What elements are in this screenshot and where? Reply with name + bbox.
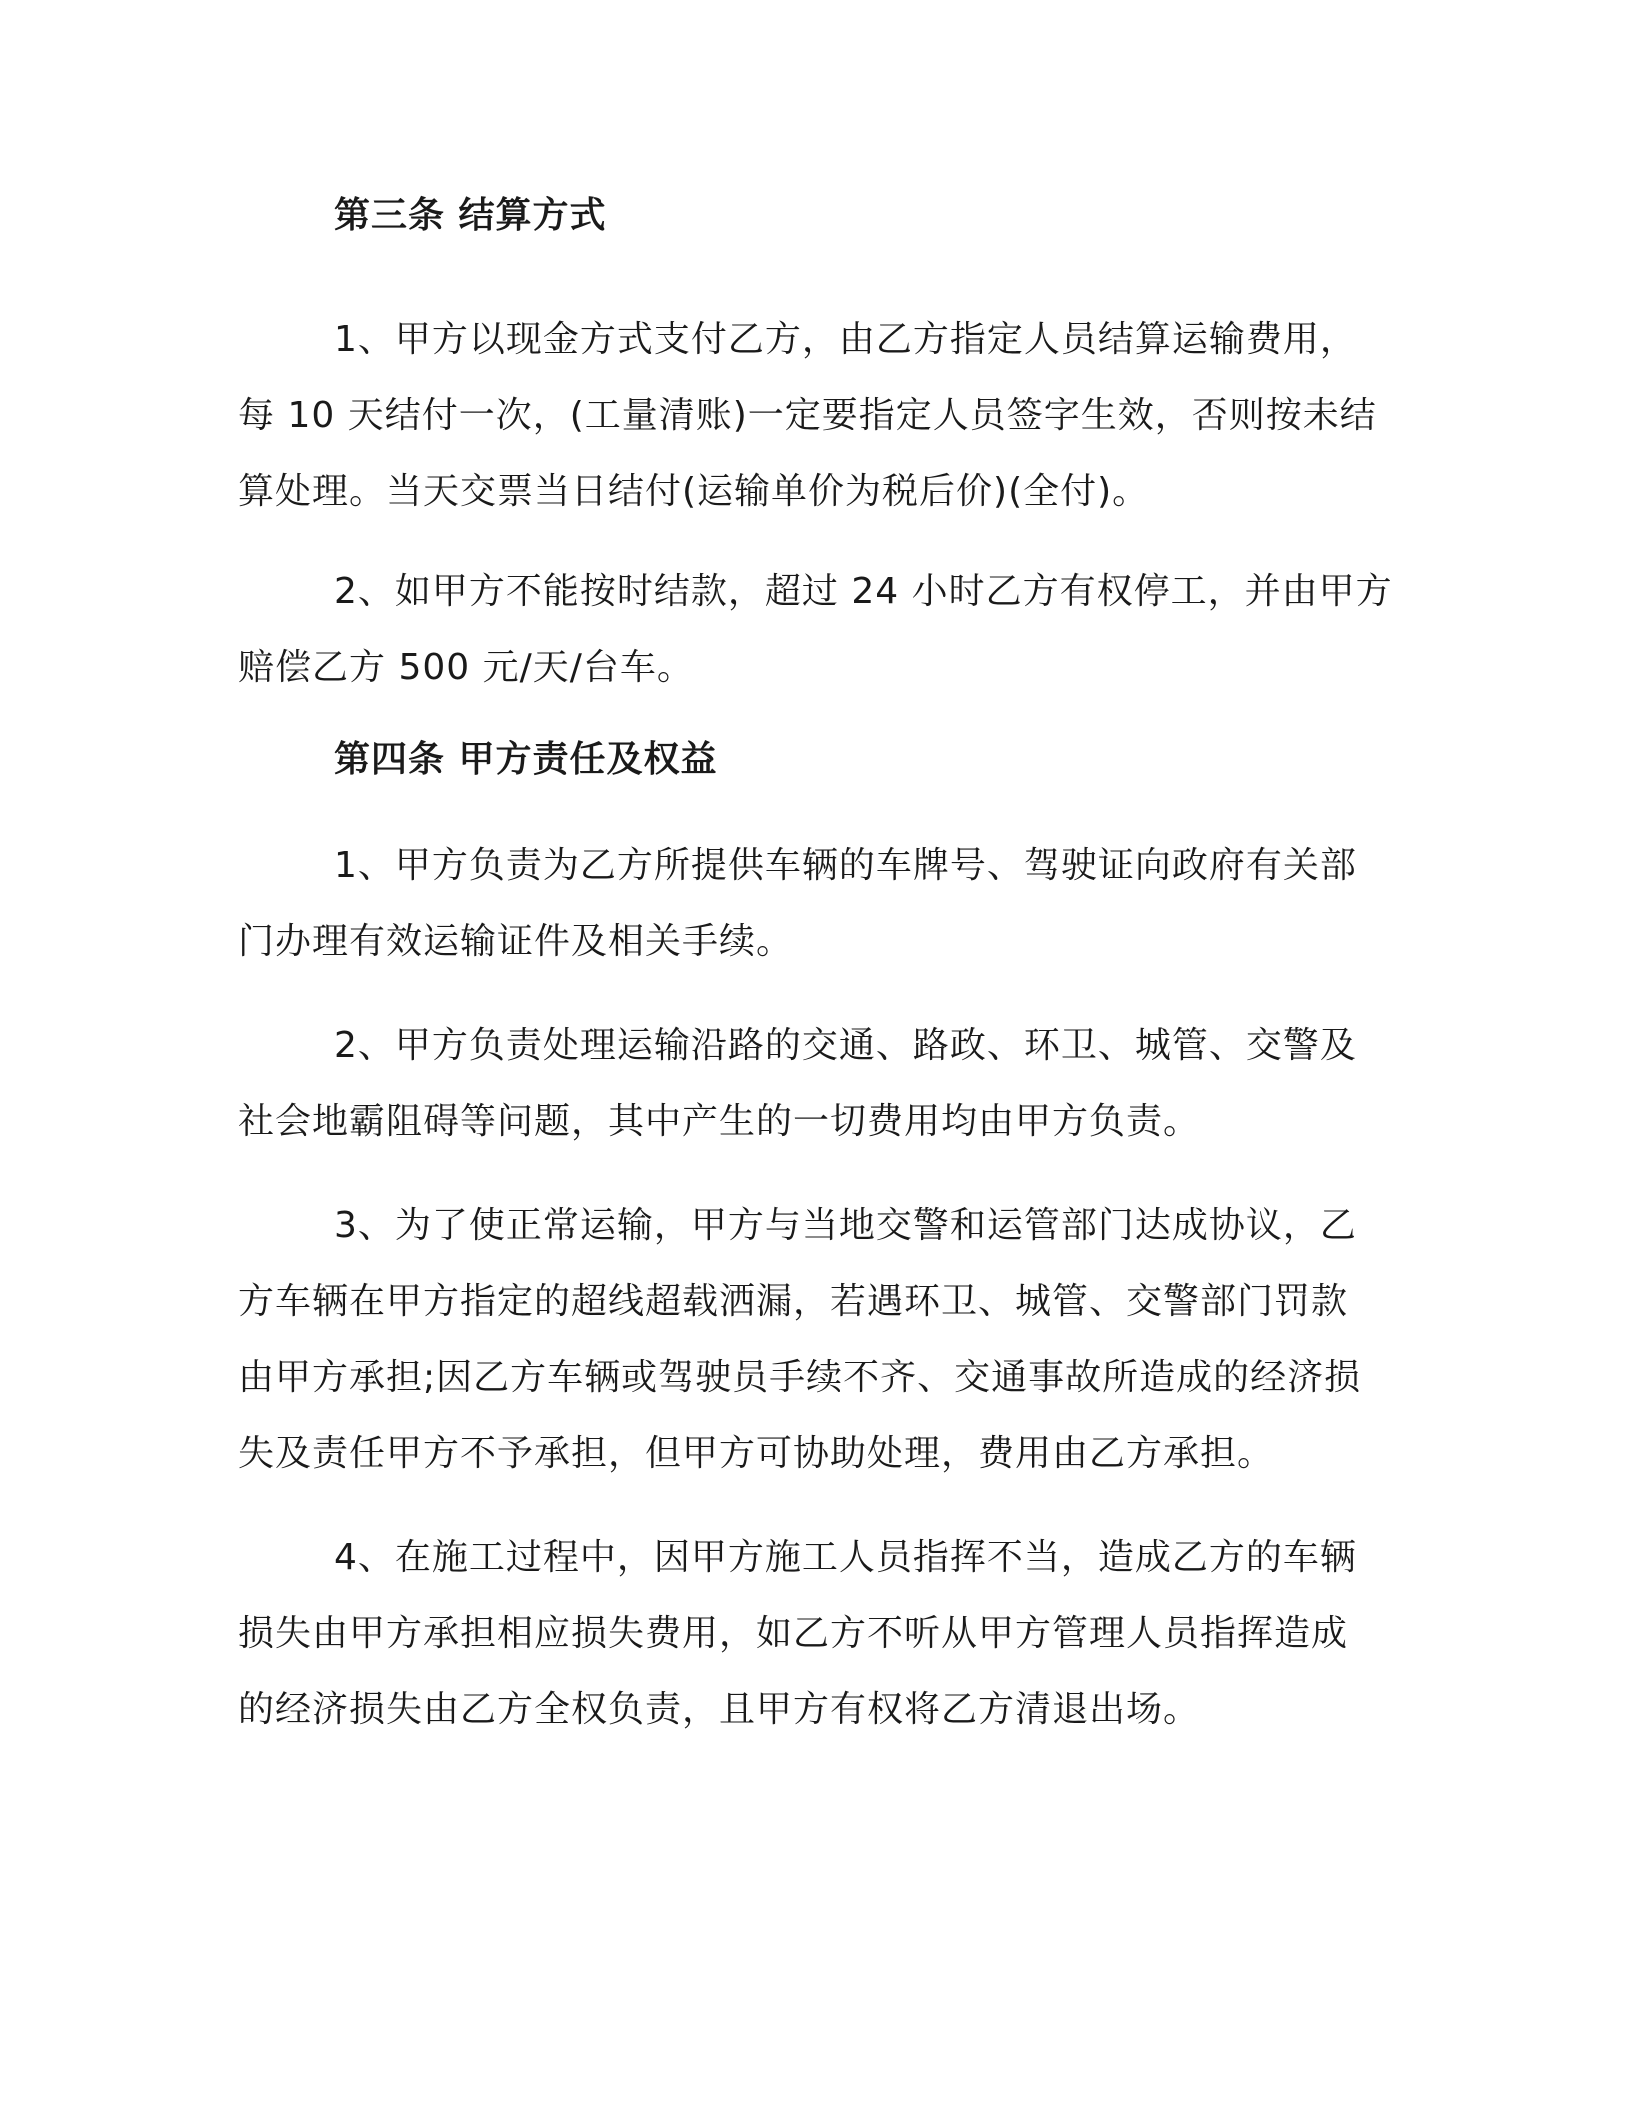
paragraph-line: 3、为了使正常运输，甲方与当地交警和运管部门达成协议，乙 xyxy=(334,1205,1357,1246)
paragraph-line: 1、甲方负责为乙方所提供车辆的车牌号、驾驶证向政府有关部 xyxy=(334,845,1357,886)
paragraph-line: 方车辆在甲方指定的超线超载洒漏，若遇环卫、城管、交警部门罚款 xyxy=(238,1281,1349,1322)
clause-3-item-2 xyxy=(238,554,1393,706)
clause-4-item-3 xyxy=(238,1188,1378,1492)
paragraph-line: 失及责任甲方不予承担，但甲方可协助处理，费用由乙方承担。 xyxy=(238,1433,1275,1474)
clause-3-item-1 xyxy=(238,302,1378,530)
paragraph-line: 由甲方承担;因乙方车辆或驾驶员手续不齐、交通事故所造成的经济损 xyxy=(238,1357,1362,1398)
document-body xyxy=(238,188,1393,1748)
section-heading-clause-4: 第四条 甲方责任及权益 xyxy=(334,739,718,780)
clause-4-item-1 xyxy=(238,828,1378,980)
clause-4-item-4 xyxy=(238,1520,1378,1748)
paragraph-line: 2、甲方负责处理运输沿路的交通、路政、环卫、城管、交警及 xyxy=(334,1025,1357,1066)
section-heading-clause-3: 第三条 结算方式 xyxy=(334,195,607,236)
paragraph-line: 社会地霸阻碍等问题，其中产生的一切费用均由甲方负责。 xyxy=(238,1101,1201,1142)
paragraph-line: 算处理。当天交票当日结付(运输单价为税后价)(全付)。 xyxy=(238,471,1150,512)
paragraph-line: 门办理有效运输证件及相关手续。 xyxy=(238,921,794,962)
paragraph-line: 4、在施工过程中，因甲方施工人员指挥不当，造成乙方的车辆 xyxy=(334,1537,1357,1578)
paragraph-line: 2、如甲方不能按时结款，超过 24 小时乙方有权停工，并由甲方 xyxy=(334,571,1393,612)
paragraph-line: 每 10 天结付一次，(工量清账)一定要指定人员签字生效，否则按未结 xyxy=(238,395,1377,436)
clause-4-item-2 xyxy=(238,1008,1378,1160)
paragraph-line: 损失由甲方承担相应损失费用，如乙方不听从甲方管理人员指挥造成 xyxy=(238,1613,1349,1654)
paragraph-line: 赔偿乙方 500 元/天/台车。 xyxy=(238,647,694,688)
paragraph-line: 1、甲方以现金方式支付乙方，由乙方指定人员结算运输费用， xyxy=(334,319,1357,360)
paragraph-line: 的经济损失由乙方全权负责，且甲方有权将乙方清退出场。 xyxy=(238,1689,1201,1730)
